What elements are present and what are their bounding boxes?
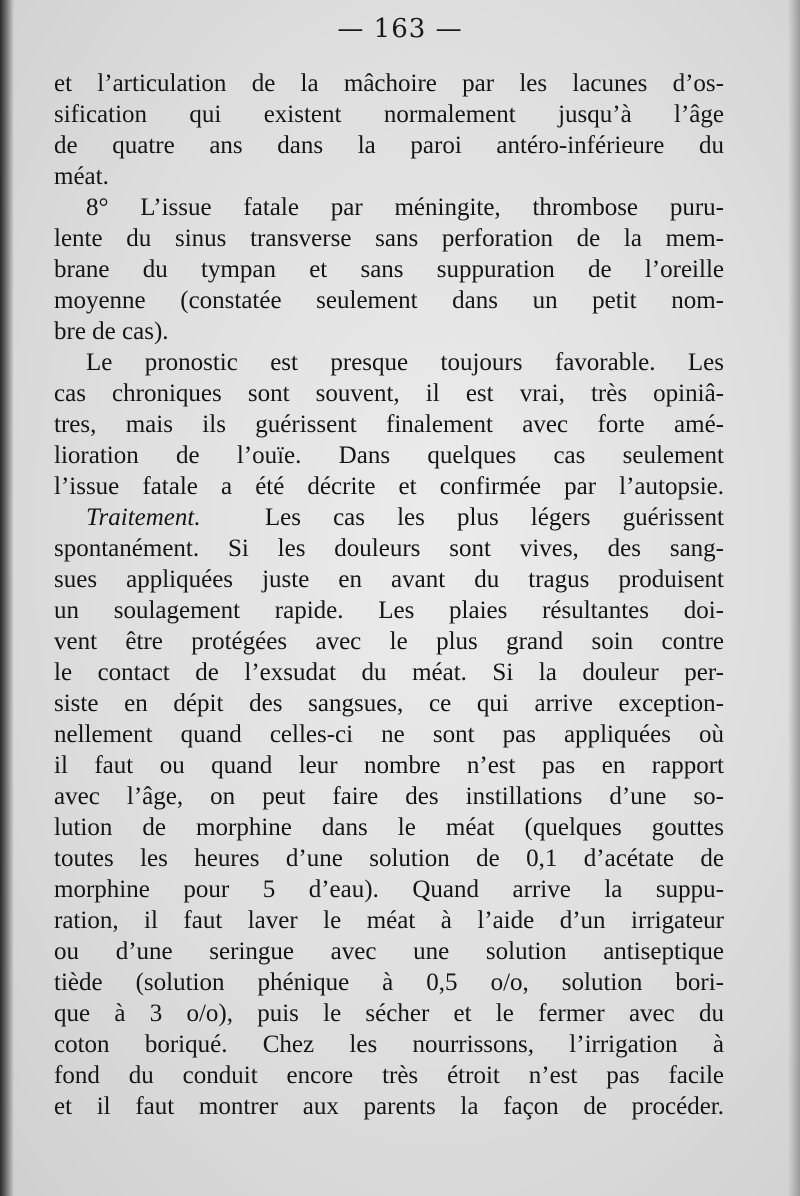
text-line: brane du tympan et sans suppuration de l’oreille: [54, 256, 724, 283]
text-line: et l’articulation de la mâchoire par les lacunes d’os-: [54, 70, 724, 97]
text-line: fond du conduit encore très étroit n’est pas facile: [54, 1062, 724, 1089]
text-line: méat.: [54, 163, 109, 190]
text-line: spontanément. Si les douleurs sont vives, des sang-: [54, 535, 724, 562]
text-line: moyenne (constatée seulement dans un petit nom-: [54, 287, 724, 314]
text-line: ou d’une seringue avec une solution antiseptique: [54, 938, 724, 965]
text-line: toutes les heures d’une solution de 0,1 d’acétate de: [54, 845, 724, 872]
page-body-text: [54, 68, 724, 1122]
text-line: de quatre ans dans la paroi antéro-inférieure du: [54, 132, 724, 159]
text-line: il faut ou quand leur nombre n’est pas en rapport: [54, 752, 724, 779]
text-line: siste en dépit des sangsues, ce qui arrive exception-: [54, 690, 724, 717]
text-line: cas chroniques sont souvent, il est vrai, très opiniâ-: [54, 380, 724, 407]
text-line: lution de morphine dans le méat (quelques gouttes: [54, 814, 724, 841]
text-line: que à 3 o/o), puis le sécher et le fermer avec du: [54, 1000, 724, 1027]
text-line: sues appliquées juste en avant du tragus produisent: [54, 566, 724, 593]
text-line: bre de cas).: [54, 318, 169, 345]
page-number: — 163 —: [337, 14, 463, 44]
text-line: tres, mais ils guérissent finalement avec forte amé-: [54, 411, 724, 438]
text-line: tiède (solution phénique à 0,5 o/o, solution bori-: [54, 969, 724, 996]
text-line: lente du sinus transverse sans perforation de la mem-: [54, 225, 724, 252]
traitement-heading: Traitement.: [86, 504, 201, 531]
text-line: le contact de l’exsudat du méat. Si la douleur per-: [54, 659, 724, 686]
text-line: Le pronostic est presque toujours favorable. Les: [86, 349, 724, 376]
traitement-line-text: Les cas les plus légers guérissent: [264, 504, 724, 531]
text-line: avec l’âge, on peut faire des instillations d’une so-: [54, 783, 724, 810]
text-line: nellement quand celles-ci ne sont pas appliquées où: [54, 721, 724, 748]
text-line: ration, il faut laver le méat à l’aide d’un irrigateur: [54, 907, 724, 934]
text-line: vent être protégées avec le plus grand soin contre: [54, 628, 724, 655]
text-line: morphine pour 5 d’eau). Quand arrive la suppu-: [54, 876, 724, 903]
text-line: sification qui existent normalement jusqu’à l’âge: [54, 101, 724, 128]
text-line: et il faut montrer aux parents la façon de procéder.: [54, 1093, 724, 1120]
text-line: lioration de l’ouïe. Dans quelques cas seulement: [54, 442, 724, 469]
text-line: coton boriqué. Chez les nourrissons, l’irrigation à: [54, 1031, 724, 1058]
text-line: un soulagement rapide. Les plaies résultantes doi-: [54, 597, 724, 624]
text-line-traitement: [54, 502, 724, 533]
text-line: 8° L’issue fatale par méningite, thrombose puru-: [86, 194, 724, 221]
text-line: l’issue fatale a été décrite et confirmée par l’autopsie.: [54, 473, 724, 500]
